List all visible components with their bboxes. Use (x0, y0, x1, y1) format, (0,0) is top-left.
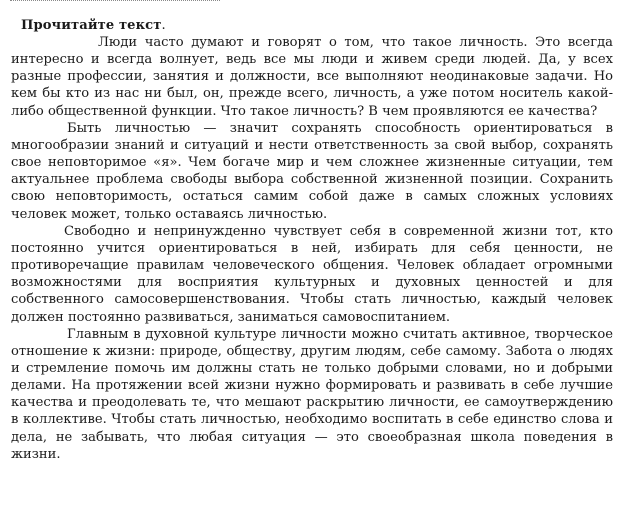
task-heading (21, 17, 613, 34)
paragraph-3: Свободно и непринужденно чувствует себя в современной жизни тот, кто постоянно учится ориентироваться в ней, избирать для себя ценности, не противоречащие правилам человеческого общения. Человек обладает огромными возможностями для восприятия культурных и духовных ценностей и для собственного самосовершенствования. Чтобы стать личностью, каждый человек должен постоянно развиваться, заниматься самовоспитанием. (11, 223, 613, 325)
cropped-previous-line (10, 0, 220, 1)
task-heading-text: Прочитайте текст (21, 18, 162, 33)
text-document (11, 17, 613, 463)
paragraph-2: Быть личностью — значит сохранять способность ориентироваться в многообразии знаний и ситуаций и нести ответственность за свой выбор, сохранять свое неповторимое «я». Чем богаче мир и чем сложнее жизненные ситуации, тем актуальнее проблема свободы выбора собственной жизненной позиции. Сохранить свою неповторимость, остаться самим собой даже в самых сложных условиях человек может, только оставаясь личностью. (11, 120, 613, 222)
paragraph-1: Люди часто думают и говорят о том, что такое личность. Это всегда интересно и всегда волнует, ведь все мы люди и живем среди людей. Да, у всех разные профессии, занятия и должности, все выполняют неодинаковые задачи. Но кем бы кто из нас ни был, он, прежде всего, личность, а уже потом носитель какой-либо общественной функции. Что такое личность? В чем проявляются ее качества? (11, 35, 613, 119)
paragraph-4: Главным в духовной культуре личности можно считать активное, творческое отношение к жизни: природе, обществу, другим людям, себе самому. Забота о людях и стремление помочь им должны стать не только добрыми словами, но и добрыми делами. На протяжении всей жизни нужно формировать и развивать в себе лучшие качества и преодолевать те, что мешают раскрытию личности, ее самоутверждению в коллективе. Чтобы стать личностью, необходимо воспитать в себе единство слова и дела, не забывать, что любая ситуация — это своеобразная школа поведения в жизни. (11, 326, 613, 462)
task-heading-period: . (161, 18, 166, 33)
